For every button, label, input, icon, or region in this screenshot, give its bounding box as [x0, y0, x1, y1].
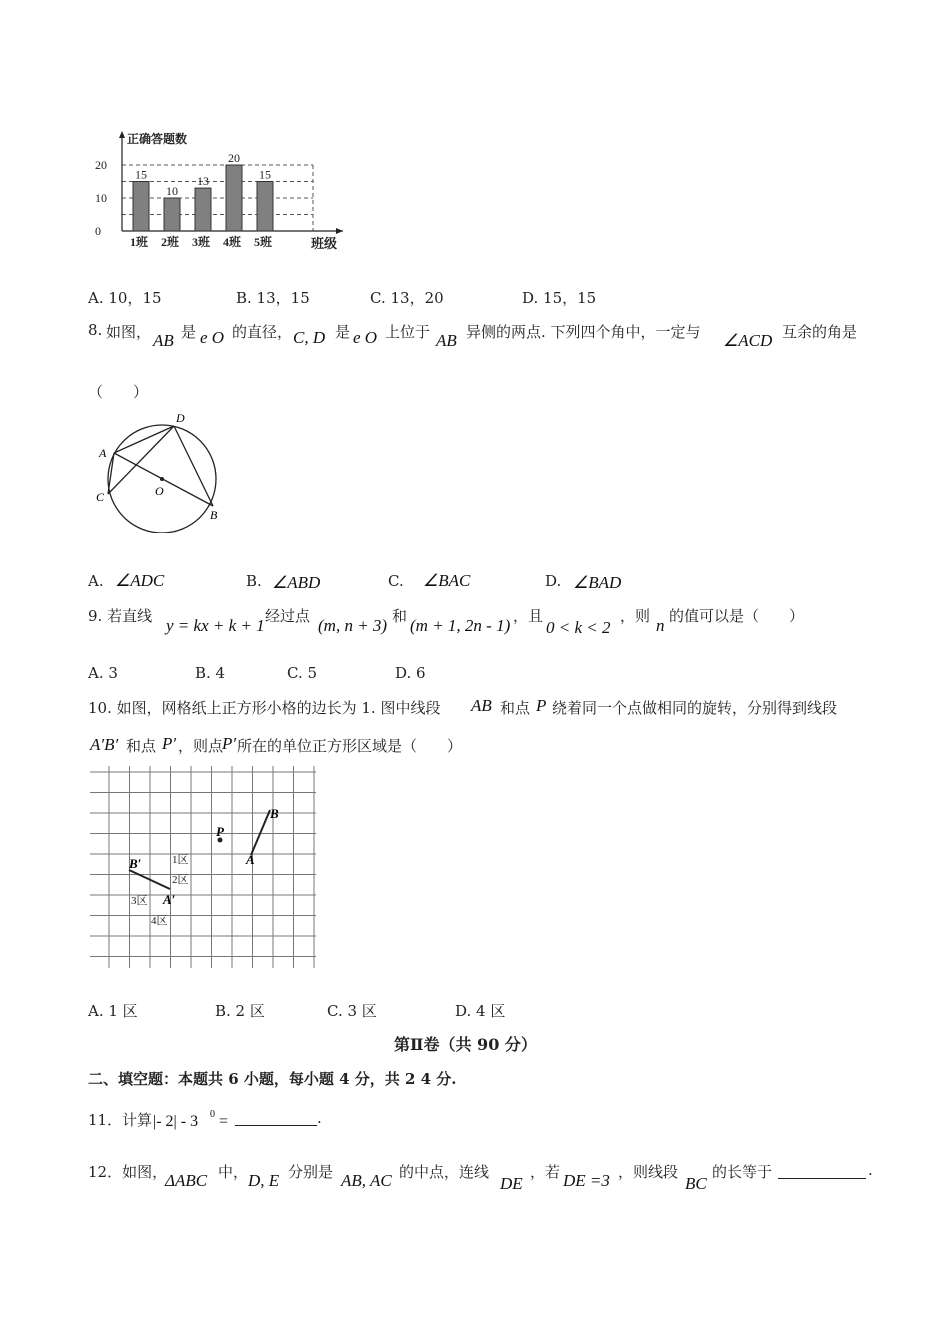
q8-option-b-math: ∠ABD — [272, 573, 321, 592]
label-p: P — [216, 824, 224, 839]
label-c: C — [96, 490, 105, 504]
q12-text-2: 中， — [218, 1163, 249, 1181]
q8-option-c-label: C. — [388, 572, 404, 590]
q8-text-3: 的直径， — [232, 323, 293, 341]
q10-text-2: 和点 — [500, 699, 531, 717]
q9-option-a: A. 3 — [88, 664, 118, 682]
data-label: 15 — [259, 167, 271, 182]
q10-math-ab: AB — [471, 696, 492, 715]
q8-text-1: 如图， — [106, 323, 152, 341]
q12-math-tri: ΔABC — [165, 1171, 208, 1190]
label-b: B — [270, 806, 279, 821]
zone-2-label: 2区 — [172, 874, 189, 886]
q9-text-1: 9. 若直线 — [88, 607, 153, 625]
label-b: B — [210, 508, 218, 522]
q9-option-d: D. 6 — [395, 664, 426, 682]
q8-math-acd: ∠ACD — [723, 331, 773, 350]
bar — [164, 198, 180, 231]
q8-text-6: 异侧的两点. 下列四个角中，一定与 — [466, 323, 701, 341]
y-axis-arrow — [119, 131, 125, 138]
q9-math-p1: (m, n + 3) — [318, 616, 388, 635]
x-axis-arrow — [336, 228, 343, 234]
q7-option-c: C. 13，20 — [370, 289, 444, 307]
center-point — [160, 477, 164, 481]
q10-text-3: 绕着同一个点做相同的旋转，分别得到线段 — [552, 699, 838, 717]
category-label: 3班 — [191, 235, 211, 249]
q12-text-4: 的中点，连线 — [399, 1163, 490, 1181]
segment-db — [174, 426, 213, 506]
q10-math-p-prime: P′ — [162, 734, 177, 753]
bar-chart — [85, 125, 355, 255]
category-label: 4班 — [222, 235, 242, 249]
q9-math-p2: (m + 1, 2n - 1) — [410, 616, 511, 635]
q11-math-exp: 0 — [210, 1109, 215, 1120]
data-label: 15 — [135, 167, 147, 182]
segment-cd — [108, 426, 174, 494]
segment-ad — [114, 426, 174, 453]
q12-text-5: ，若 — [530, 1163, 561, 1181]
q11-math-eq: = — [219, 1113, 229, 1130]
q8-option-b-label: B. — [246, 572, 262, 590]
label-o: O — [155, 484, 164, 498]
zone-1-label: 1区 — [172, 854, 189, 866]
q9-math-n: n — [656, 616, 665, 635]
q8-math-circle-2: e O — [353, 328, 378, 347]
y-tick-label: 0 — [95, 224, 101, 238]
bar — [226, 165, 242, 231]
y-tick-label: 20 — [95, 158, 107, 172]
label-d: D — [176, 411, 185, 425]
q12-math-sides: AB, AC — [341, 1171, 392, 1190]
q7-option-d: D. 15，15 — [522, 289, 597, 307]
bar — [133, 182, 149, 232]
q11-answer-blank[interactable] — [235, 1124, 317, 1126]
label-a: A — [246, 852, 255, 867]
x-axis-label: 班级 — [311, 236, 338, 251]
category-label: 2班 — [160, 235, 180, 249]
y-tick-label: 10 — [95, 191, 107, 205]
category-label: 1班 — [129, 235, 149, 249]
section-2-heading: 二、填空题：本题共 6 小题，每小题 4 分，共 2 4 分. — [88, 1070, 457, 1088]
q8-math-ab-2: AB — [436, 331, 457, 350]
q9-math-line: y = kx + k + 1 — [166, 616, 265, 635]
data-label: 10 — [166, 184, 178, 198]
q10-option-a: A. 1 区 — [88, 1002, 138, 1020]
bar — [195, 188, 211, 231]
q9-text-4: ，且 — [513, 607, 544, 625]
grid-figure — [88, 764, 320, 972]
q9-text-6: 的值可以是（ ） — [669, 607, 805, 625]
q10-text-4: 和点 — [126, 737, 157, 755]
q10-text-6: 所在的单位正方形区域是（ ） — [237, 737, 463, 755]
zone-4-label: 4区 — [151, 915, 168, 927]
q9-text-3: 和 — [392, 607, 408, 625]
q12-text-3: 分别是 — [288, 1163, 334, 1181]
segment-ab — [251, 810, 270, 855]
q12-math-de-2: DE — [500, 1174, 523, 1193]
q11-end: . — [317, 1109, 322, 1127]
category-label: 5班 — [253, 235, 273, 249]
q8-text-7: 互余的角是 — [782, 323, 858, 341]
q8-math-cd: C, D — [293, 328, 326, 347]
q8-math-circle: e O — [200, 328, 225, 347]
label-b-prime: B′ — [129, 856, 142, 871]
q8-text-5: 上位于 — [385, 323, 431, 341]
label-a-prime: A′ — [163, 892, 176, 907]
q12-answer-blank[interactable] — [778, 1177, 866, 1179]
q11-math-expr: |- 2| - 3 — [153, 1113, 199, 1130]
q9-math-range: 0 < k < 2 — [546, 618, 611, 637]
data-label: 20 — [228, 151, 240, 165]
q12-math-de: D, E — [248, 1171, 280, 1190]
q8-num: 8. — [88, 321, 103, 339]
q10-option-c: C. 3 区 — [327, 1002, 377, 1020]
q9-option-c: C. 5 — [287, 664, 318, 682]
y-axis-label: 正确答题数 — [127, 132, 188, 146]
q10-text-5: ，则点 — [178, 737, 224, 755]
q12-text-6: ，则线段 — [618, 1163, 679, 1181]
q7-option-a: A. 10，15 — [88, 289, 162, 307]
q12-math-de-3: DE =3 — [563, 1171, 610, 1190]
q10-math-p-prime-2: P′ — [222, 734, 237, 753]
data-label: 13 — [197, 174, 209, 189]
q10-text-1: 10. 如图，网格纸上正方形小格的边长为 1. 图中线段 — [88, 699, 441, 717]
q9-text-2: 经过点 — [265, 607, 311, 625]
q8-text-2: 是 — [181, 323, 197, 341]
q10-math-ab-prime: A′B′ — [90, 735, 119, 754]
q8-math-ab: AB — [153, 331, 174, 350]
q12-end: . — [868, 1161, 873, 1179]
q7-option-b: B. 13，15 — [236, 289, 310, 307]
q8-option-d-label: D. — [545, 572, 562, 590]
q8-text-4: 是 — [335, 323, 351, 341]
q8-option-d-math: ∠BAD — [573, 573, 622, 592]
q12-text-7: 的长等于 — [712, 1163, 773, 1181]
zone-3-label: 3区 — [131, 895, 148, 907]
q9-option-b: B. 4 — [195, 664, 226, 682]
q12-math-bc: BC — [685, 1174, 707, 1193]
q10-option-b: B. 2 区 — [215, 1002, 265, 1020]
label-a: A — [99, 446, 107, 460]
q10-option-d: D. 4 区 — [455, 1002, 506, 1020]
q11-text-1: 11．计算 — [88, 1111, 153, 1129]
q10-math-p: P — [536, 696, 547, 715]
q12-text-1: 12．如图， — [88, 1163, 168, 1181]
q8-option-a-math: ∠ADC — [115, 571, 165, 590]
circle-figure — [92, 408, 232, 533]
q8-paren: （ ） — [88, 383, 149, 401]
q8-option-c-math: ∠BAC — [423, 571, 471, 590]
bar — [257, 182, 273, 232]
q9-text-5: ，则 — [620, 607, 651, 625]
section-title: 第Ⅱ卷（共 90 分） — [394, 1035, 537, 1054]
q8-option-a-label: A. — [88, 572, 104, 590]
